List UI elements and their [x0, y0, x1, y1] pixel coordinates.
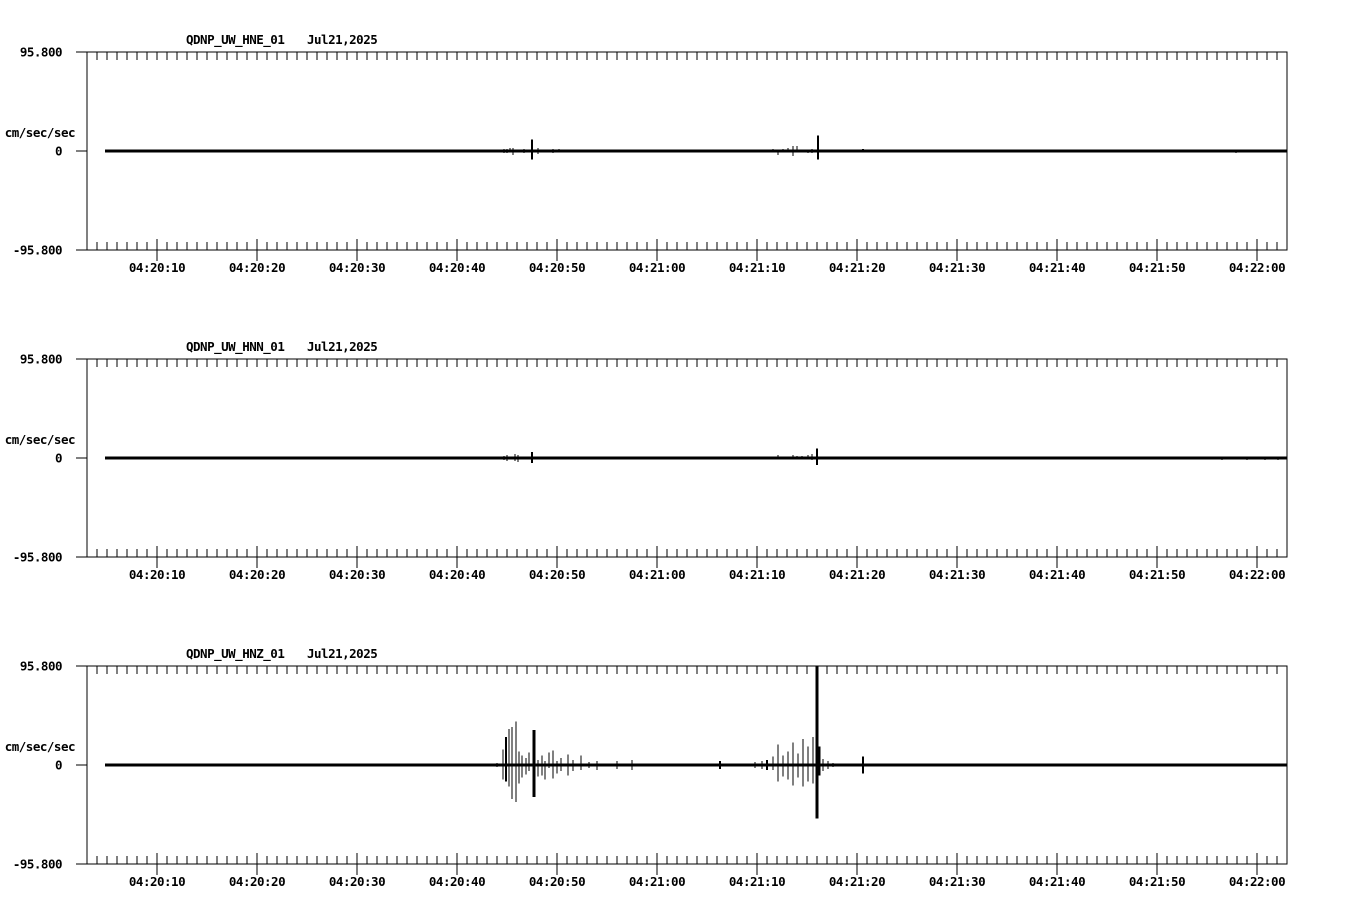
x-tick-label: 04:20:20	[228, 567, 286, 582]
y-zero-label: 0	[54, 450, 62, 466]
x-tick-label: 04:21:30	[928, 260, 986, 275]
x-tick-label: 04:21:00	[628, 260, 686, 275]
x-tick-label: 04:20:50	[528, 874, 586, 889]
x-tick-label: 04:20:40	[428, 567, 486, 582]
y-max-label: 95.800	[19, 351, 62, 367]
x-tick-label: 04:21:20	[828, 260, 886, 275]
x-tick-label: 04:21:50	[1128, 260, 1186, 275]
y-units-label: cm/sec/sec	[4, 432, 75, 447]
x-tick-label: 04:20:10	[128, 874, 186, 889]
channel-strip-hne	[0, 0, 1358, 307]
x-tick-label: 04:20:30	[328, 874, 386, 889]
seismogram-plot-0	[0, 0, 1358, 307]
x-tick-label: 04:20:50	[528, 260, 586, 275]
x-tick-label: 04:20:20	[228, 874, 286, 889]
x-tick-label: 04:21:10	[728, 567, 786, 582]
seismogram-plot-1	[0, 307, 1358, 614]
channel-strip-hnz	[0, 614, 1358, 921]
y-units-label: cm/sec/sec	[4, 739, 75, 754]
x-tick-label: 04:20:30	[328, 260, 386, 275]
x-tick-label: 04:20:40	[428, 260, 486, 275]
x-tick-label: 04:20:10	[128, 567, 186, 582]
y-min-label: -95.800	[12, 856, 62, 872]
y-zero-label: 0	[54, 143, 62, 159]
x-tick-label: 04:22:00	[1228, 567, 1286, 582]
x-tick-label: 04:21:40	[1028, 260, 1086, 275]
channel-title: QDNP_UW_HNE_01	[186, 32, 285, 47]
channel-title: QDNP_UW_HNN_01	[186, 339, 285, 354]
x-tick-label: 04:21:30	[928, 567, 986, 582]
x-tick-label: 04:22:00	[1228, 874, 1286, 889]
x-tick-label: 04:20:10	[128, 260, 186, 275]
x-tick-label: 04:21:30	[928, 874, 986, 889]
x-tick-label: 04:20:50	[528, 567, 586, 582]
channel-title: QDNP_UW_HNZ_01	[186, 646, 285, 661]
x-tick-label: 04:21:20	[828, 874, 886, 889]
x-tick-label: 04:20:20	[228, 260, 286, 275]
date-label: Jul21,2025	[307, 339, 378, 354]
y-max-label: 95.800	[19, 658, 62, 674]
y-min-label: -95.800	[12, 549, 62, 565]
date-label: Jul21,2025	[307, 32, 378, 47]
y-units-label: cm/sec/sec	[4, 125, 75, 140]
x-tick-label: 04:21:40	[1028, 874, 1086, 889]
x-tick-label: 04:21:10	[728, 260, 786, 275]
date-label: Jul21,2025	[307, 646, 378, 661]
x-tick-label: 04:21:20	[828, 567, 886, 582]
seismogram-plot-2	[0, 614, 1358, 921]
x-tick-label: 04:21:00	[628, 874, 686, 889]
y-min-label: -95.800	[12, 242, 62, 258]
x-tick-label: 04:21:50	[1128, 874, 1186, 889]
x-tick-label: 04:20:40	[428, 874, 486, 889]
x-tick-label: 04:20:30	[328, 567, 386, 582]
x-tick-label: 04:21:00	[628, 567, 686, 582]
y-max-label: 95.800	[19, 44, 62, 60]
channel-strip-hnn	[0, 307, 1358, 614]
x-tick-label: 04:21:50	[1128, 567, 1186, 582]
x-tick-label: 04:21:40	[1028, 567, 1086, 582]
x-tick-label: 04:21:10	[728, 874, 786, 889]
x-tick-label: 04:22:00	[1228, 260, 1286, 275]
y-zero-label: 0	[54, 757, 62, 773]
